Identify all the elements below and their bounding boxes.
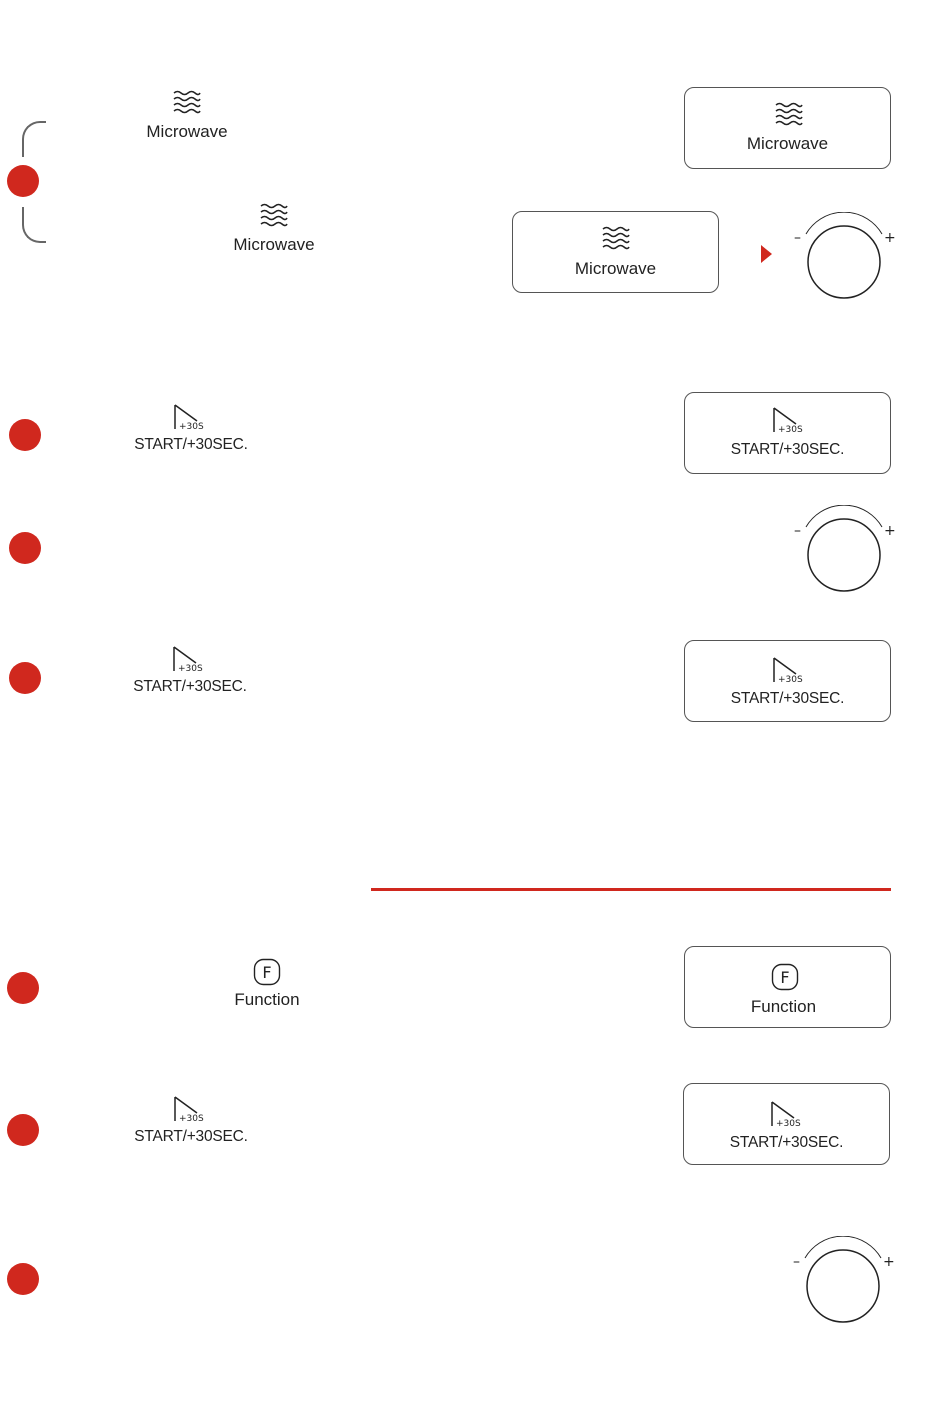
step-marker-4	[9, 662, 41, 694]
section-divider	[371, 888, 891, 891]
arrow-icon	[761, 245, 772, 263]
step-marker-3	[9, 532, 41, 564]
svg-text:+30S: +30S	[179, 1114, 204, 1123]
dial-knob-icon[interactable]	[788, 1236, 898, 1332]
start-key-label: START/+30SEC.	[134, 1128, 248, 1145]
step-marker-2	[9, 419, 41, 451]
start-button-label: START/+30SEC.	[729, 1134, 844, 1151]
svg-text:+30S: +30S	[776, 1119, 801, 1128]
microwave-waves-icon	[259, 202, 289, 228]
knob-plus: +	[884, 523, 896, 539]
start-key-label: START/+30SEC.	[134, 436, 248, 453]
start-button[interactable]	[684, 392, 891, 474]
svg-text:+30S: +30S	[778, 425, 803, 434]
svg-text:+30S: +30S	[179, 422, 204, 431]
microwave-key-label: Microwave	[233, 235, 315, 254]
start-button-label: START/+30SEC.	[730, 441, 845, 458]
dial-knob-icon[interactable]	[789, 505, 899, 601]
step-marker-3	[7, 1263, 39, 1295]
microwave-key-label: Microwave	[146, 122, 228, 141]
start-play-icon	[172, 645, 204, 673]
start-play-icon	[173, 403, 205, 431]
microwave-button-label: Microwave	[746, 134, 829, 153]
function-f-icon	[253, 958, 281, 986]
microwave-button[interactable]	[684, 87, 891, 169]
start-button[interactable]	[683, 1083, 890, 1165]
knob-minus: –	[793, 1254, 800, 1270]
microwave-waves-icon	[601, 225, 631, 251]
step-group-bracket-top	[22, 121, 46, 157]
svg-text:+30S: +30S	[778, 675, 803, 684]
knob-minus: –	[794, 230, 801, 246]
step-marker-1	[7, 972, 39, 1004]
microwave-waves-icon	[774, 101, 804, 127]
svg-text:F: F	[780, 968, 790, 987]
step-marker-2	[7, 1114, 39, 1146]
start-button[interactable]	[684, 640, 891, 722]
dial-knob-icon[interactable]	[789, 212, 899, 308]
function-key-label: Function	[234, 990, 300, 1009]
start-key-label: START/+30SEC.	[133, 678, 247, 695]
microwave-waves-icon	[172, 89, 202, 115]
start-play-icon	[770, 1100, 802, 1128]
svg-text:F: F	[262, 963, 272, 982]
start-play-icon	[772, 406, 804, 434]
microwave-button-label: Microwave	[574, 259, 657, 278]
start-play-icon	[173, 1095, 205, 1123]
knob-plus: +	[884, 230, 896, 246]
svg-text:+30S: +30S	[178, 664, 203, 673]
function-button[interactable]	[684, 946, 891, 1028]
start-button-label: START/+30SEC.	[730, 690, 845, 707]
function-f-icon	[771, 963, 799, 991]
start-play-icon	[772, 656, 804, 684]
function-button-label: Function	[750, 997, 817, 1016]
step-marker-1	[7, 165, 39, 197]
knob-plus: +	[883, 1254, 895, 1270]
knob-minus: –	[794, 523, 801, 539]
microwave-button[interactable]	[512, 211, 719, 293]
step-group-bracket-bottom	[22, 207, 46, 243]
